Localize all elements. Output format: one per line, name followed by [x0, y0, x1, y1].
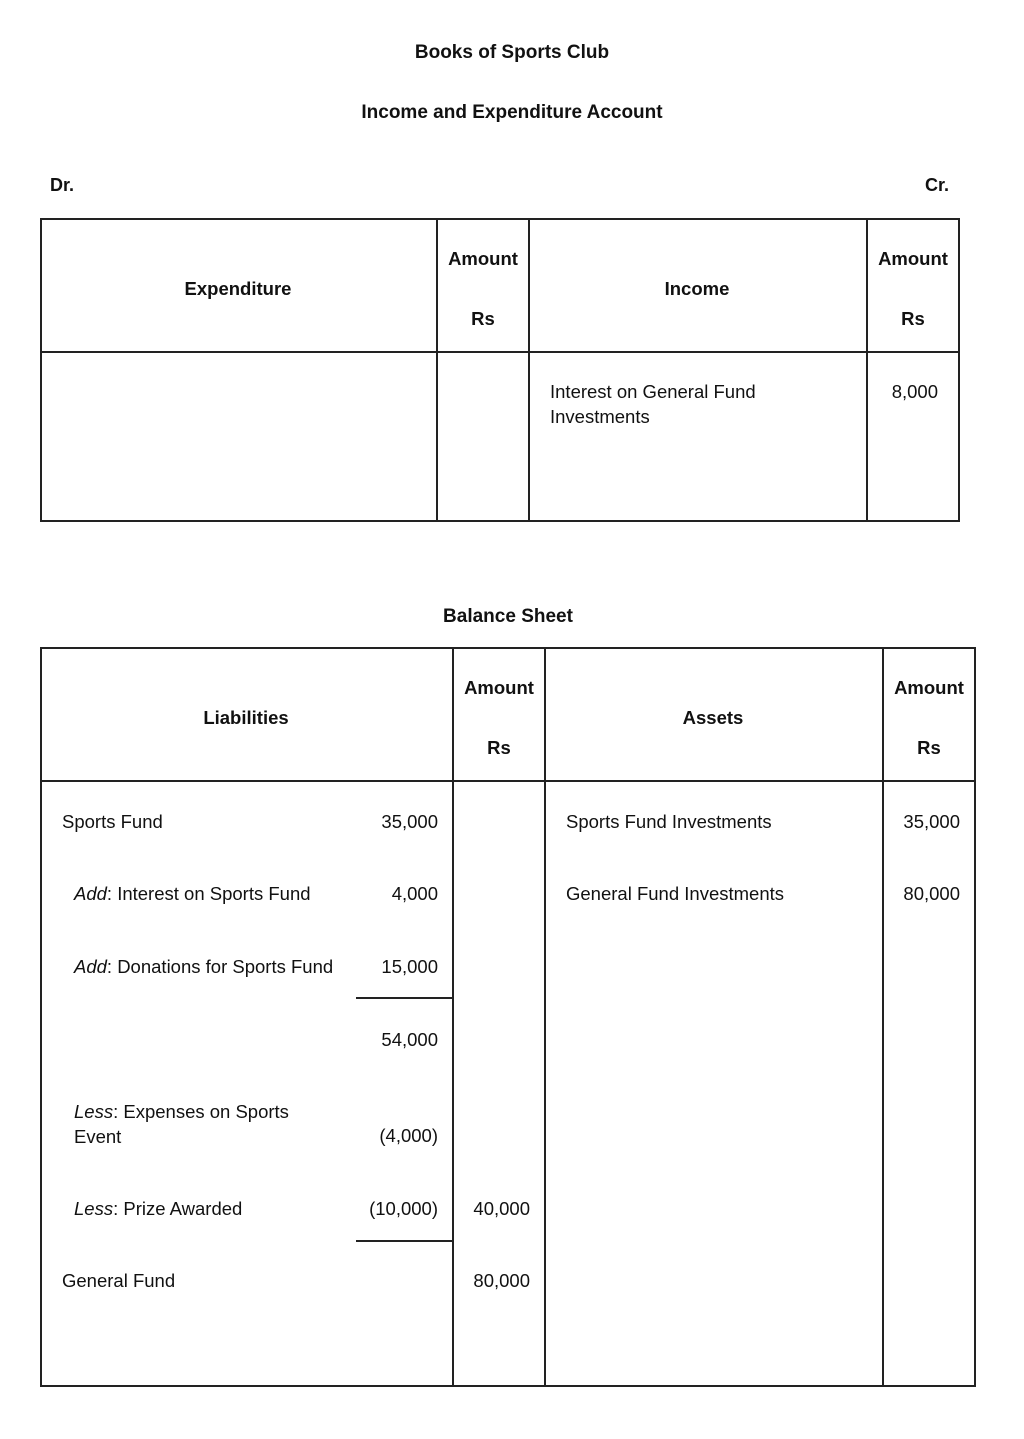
general-fund-amount: 80,000: [473, 1270, 530, 1291]
add-interest-label: : Interest on Sports Fund: [106, 883, 311, 904]
add-interest-row: [74, 881, 311, 906]
liabilities-amount-header: Amount: [464, 677, 534, 698]
less-prize-amount: (10,000): [369, 1198, 438, 1219]
asset-sports-fund-investments-label: Sports Fund Investments: [566, 811, 772, 832]
sports-fund-amount: 35,000: [381, 811, 438, 832]
assets-header: Assets: [682, 707, 744, 728]
less-prize-row: [74, 1196, 242, 1221]
liabilities-header: Liabilities: [203, 707, 289, 728]
income-header: Income: [664, 278, 730, 299]
income-item-amount: 8,000: [891, 381, 938, 402]
balance-sheet-title: Balance Sheet: [443, 606, 573, 627]
add-donations-row: [74, 954, 333, 979]
sports-fund-subtotal: 54,000: [381, 1029, 438, 1050]
sports-fund-total: 40,000: [473, 1198, 530, 1219]
less-expenses-amount: (4,000): [379, 1125, 438, 1146]
add-donations-prefix: Add: [74, 956, 107, 977]
less-expenses-label: : Expenses on Sports Event: [74, 1101, 289, 1147]
add-donations-amount: 15,000: [381, 956, 438, 977]
income-rs-header: Rs: [901, 308, 925, 329]
document-title: Books of Sports Club: [414, 42, 610, 63]
expenditure-amount-header: Amount: [448, 248, 518, 269]
assets-amount-header: Amount: [894, 677, 964, 698]
add-interest-amount: 4,000: [391, 883, 438, 904]
liabilities-rs-header: Rs: [487, 737, 511, 758]
sports-fund-label: Sports Fund: [62, 811, 163, 832]
asset-general-fund-investments-label: General Fund Investments: [566, 883, 784, 904]
less-expenses-row: [74, 1099, 324, 1149]
add-interest-prefix: Add: [74, 883, 107, 904]
general-fund-label: General Fund: [62, 1270, 176, 1291]
debit-label: Dr.: [50, 175, 75, 195]
asset-sports-fund-investments-amount: 35,000: [903, 811, 960, 832]
credit-label: Cr.: [925, 175, 950, 195]
assets-rs-header: Rs: [917, 737, 941, 758]
income-amount-header: Amount: [878, 248, 948, 269]
add-donations-label: : Donations for Sports Fund: [106, 956, 334, 977]
less-prize-label: : Prize Awarded: [113, 1198, 243, 1219]
income-item-label: Interest on General Fund Investments: [550, 381, 756, 427]
less-expenses-prefix: Less: [74, 1101, 114, 1122]
asset-general-fund-investments-amount: 80,000: [903, 883, 960, 904]
less-prize-prefix: Less: [74, 1198, 114, 1219]
expenditure-header: Expenditure: [184, 278, 292, 299]
account-title: Income and Expenditure Account: [361, 102, 663, 123]
expenditure-rs-header: Rs: [471, 308, 495, 329]
